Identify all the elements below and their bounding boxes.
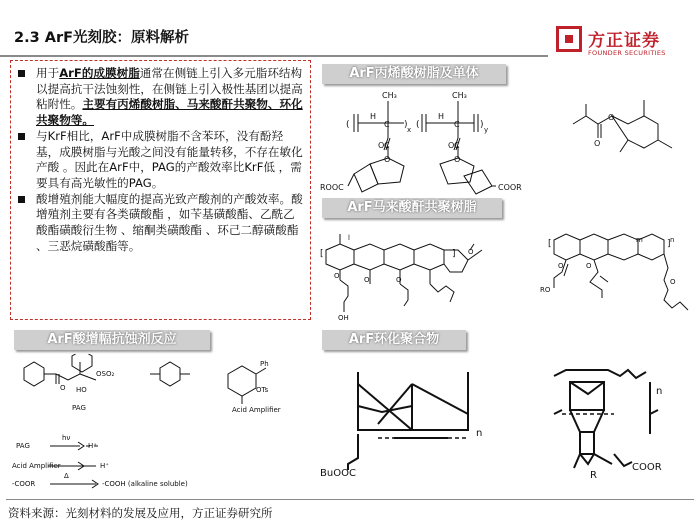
label-c: C bbox=[454, 120, 460, 129]
bullet-text: 通常在侧链上引入多元脂环结构以提高抗干法蚀刻性，在侧链上引入极性基团以提高粘附性。 bbox=[36, 66, 303, 112]
label-rooc: ROOC bbox=[320, 183, 344, 192]
label-o: O bbox=[396, 276, 402, 284]
acrylic-resin-structure bbox=[318, 86, 700, 198]
label-c: C bbox=[384, 141, 390, 150]
logo-name: 方正证券 bbox=[588, 31, 660, 51]
bullet-item: 酸增殖剂能大幅度的提高光致产酸剂的产酸效率。酸增殖剂主要有各类磺酸酯 ，如苄基磺酸酯、乙酰乙酸酯磺酸衍生物 、缩酮类磺酸酯 、环己二醇磺酸酯 、三恶烷磺酸酯等。 bbox=[16, 192, 306, 255]
logo-name-english: FOUNDER SECURITIES bbox=[588, 49, 666, 57]
label-ph: Ph bbox=[260, 360, 269, 368]
svg-text:): ) bbox=[404, 120, 408, 130]
cyclic-polymer-structure bbox=[318, 354, 700, 494]
label-h: H bbox=[438, 112, 445, 121]
label-o: O bbox=[60, 384, 66, 392]
svg-text:]: ] bbox=[452, 249, 456, 259]
label-ots: OTs bbox=[256, 386, 269, 394]
bullet-item bbox=[16, 66, 306, 129]
source-note: 资料来源：光刻材料的发展及应用，方正证券研究所 bbox=[8, 506, 273, 520]
panel-header-cyclic: ArF环化聚合物 bbox=[322, 330, 466, 350]
label-coor-left: -COOR bbox=[12, 480, 36, 488]
page-title: 2.3 ArF光刻胶：原料解析 bbox=[14, 30, 190, 46]
brand-logo bbox=[556, 26, 700, 62]
label-pag: PAG bbox=[16, 442, 30, 450]
label-h-plus: H⁺ bbox=[100, 462, 109, 470]
label-o: O bbox=[608, 113, 615, 122]
label-n: n bbox=[670, 236, 675, 244]
bullet-highlight: ArF的成膜树脂 bbox=[59, 66, 140, 80]
label-o: O bbox=[670, 278, 676, 286]
svg-text:]: ] bbox=[667, 239, 671, 249]
label-n: n bbox=[476, 428, 483, 439]
caption-pag: PAG bbox=[72, 404, 86, 412]
caption-acid-amplifier: Acid Amplifier bbox=[232, 406, 281, 414]
svg-text:[: [ bbox=[320, 249, 324, 259]
label-o: O bbox=[586, 262, 592, 270]
label-c: C bbox=[384, 120, 390, 129]
label-o: O bbox=[594, 139, 601, 148]
label-so2: OSO₂ bbox=[96, 370, 115, 378]
label-acid-amplifier: Acid Amplifier bbox=[12, 462, 61, 470]
logo-mark-icon bbox=[556, 26, 582, 52]
bullet-item: 与KrF相比，ArF中成膜树脂不含苯环，没有酚羟基，成膜树脂与光酸之间没有能量转移，不存在敏化产酸 。因此在ArF中，PAG的产酸效率比KrF低 ，需要具有高光敏性的PAG。 bbox=[16, 129, 306, 192]
svg-text:[: [ bbox=[548, 239, 552, 249]
label-hv: hν bbox=[62, 434, 71, 442]
label-delta: Δ bbox=[64, 472, 69, 480]
label-h: H bbox=[370, 112, 377, 121]
bullet-text: 用于 bbox=[36, 66, 60, 80]
label-coor: COOR bbox=[498, 183, 522, 192]
label-h-plus: H⁺ bbox=[88, 442, 97, 450]
label-m: m bbox=[636, 236, 643, 244]
footer-divider bbox=[6, 499, 694, 500]
label-o: O bbox=[364, 276, 370, 284]
bullet-list bbox=[16, 66, 306, 254]
label-c: C bbox=[454, 141, 460, 150]
label-o: O bbox=[454, 155, 461, 164]
label-o: O bbox=[558, 262, 564, 270]
title-rule bbox=[0, 55, 548, 57]
panel-header-acrylic: ArF丙烯酸树脂及单体 bbox=[322, 64, 506, 84]
bullet-bold: 主要有丙烯酸树脂、马来酸酐共聚物、环化共聚物等。 bbox=[36, 97, 303, 128]
label-l: l bbox=[348, 234, 350, 242]
label-oh: OH bbox=[338, 314, 349, 322]
panel-header-maleic: ArF马来酸酐共聚树脂 bbox=[322, 198, 502, 218]
panel-header-amplifier: ArF酸增幅抗蚀剂反应 bbox=[14, 330, 210, 350]
label-o: O bbox=[378, 141, 385, 150]
label-r: R bbox=[590, 470, 597, 481]
label-ro: RO bbox=[540, 286, 551, 294]
label-buooc: BuOOC bbox=[320, 468, 356, 479]
svg-text:): ) bbox=[480, 120, 484, 130]
label-o: O bbox=[448, 141, 455, 150]
label-ho: HO bbox=[76, 386, 87, 394]
label-n: n bbox=[656, 386, 663, 397]
acid-amplifier-scheme bbox=[10, 354, 310, 496]
label-cooh: -COOH (alkaline soluble) bbox=[102, 480, 188, 488]
subscript-y: y bbox=[484, 126, 489, 134]
label-o: O bbox=[468, 248, 474, 256]
label-coor: COOR bbox=[632, 462, 662, 473]
subscript-x: x bbox=[407, 126, 412, 134]
maleic-copolymer-structure bbox=[318, 220, 700, 328]
svg-text:(: ( bbox=[416, 120, 420, 130]
svg-text:(: ( bbox=[346, 120, 350, 130]
label-o: O bbox=[384, 155, 391, 164]
label-o: O bbox=[334, 272, 340, 280]
label-ch3: CH₃ bbox=[452, 91, 467, 100]
label-ch3: CH₃ bbox=[382, 91, 397, 100]
